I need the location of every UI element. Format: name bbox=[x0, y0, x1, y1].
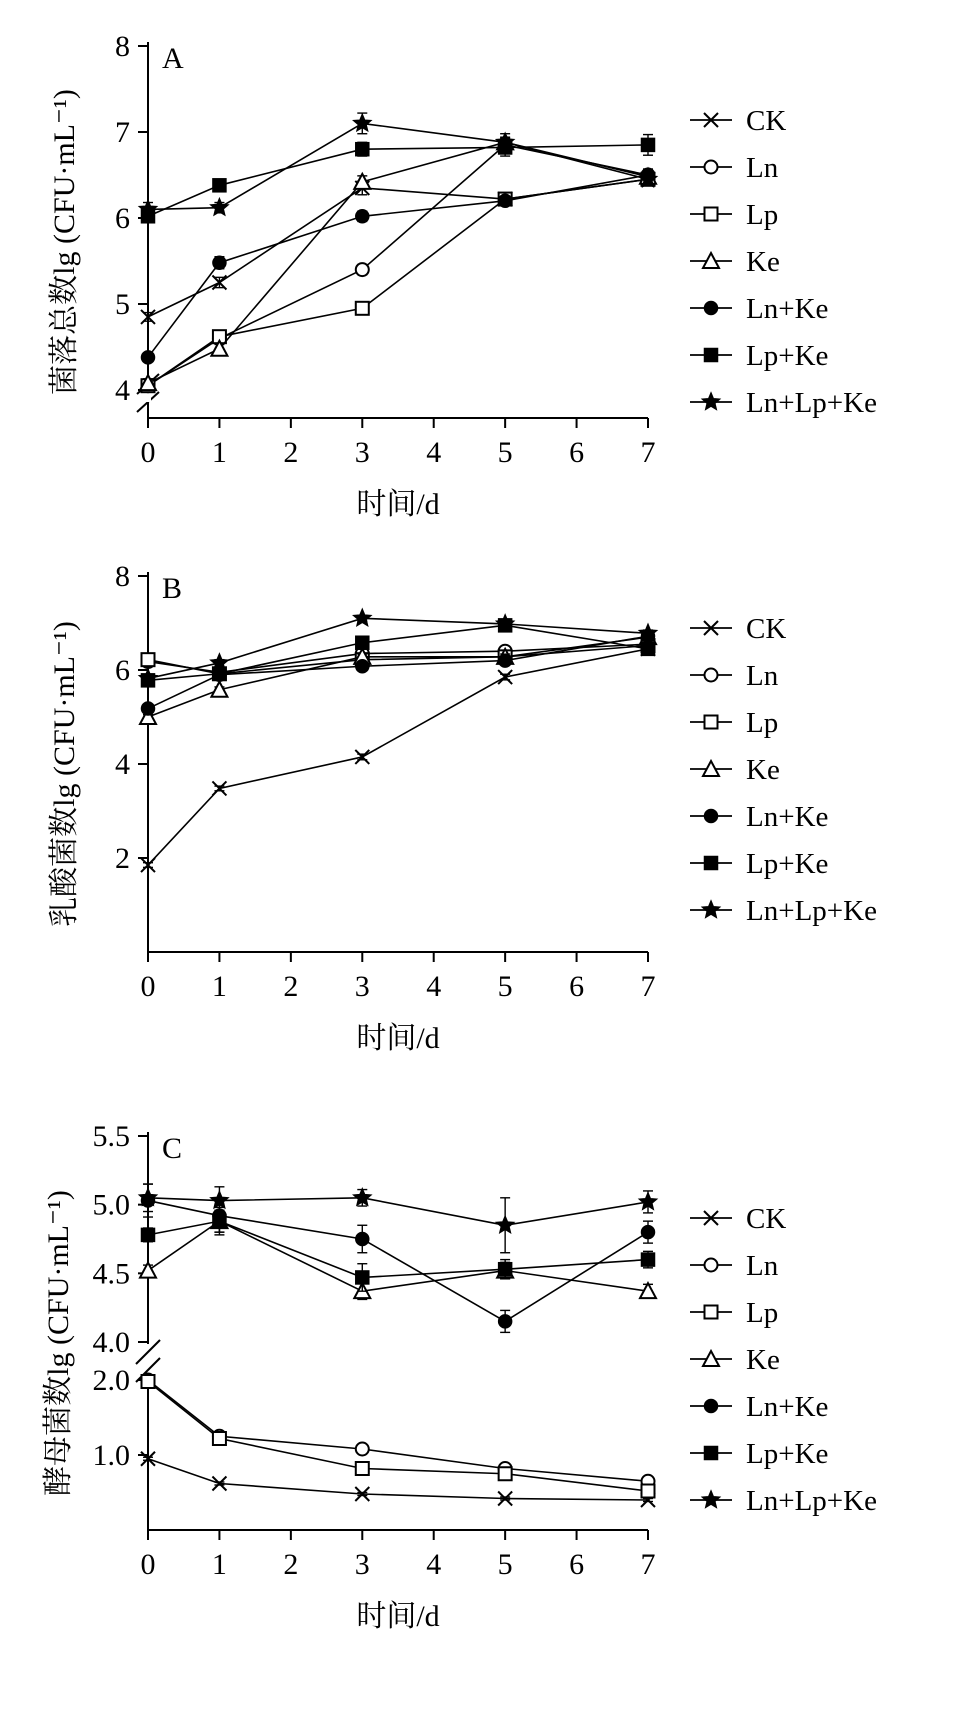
y-tick-label: 5.0 bbox=[92, 1188, 130, 1222]
legend-marker-circle-filled bbox=[705, 810, 718, 823]
legend-marker-square-open bbox=[705, 208, 718, 221]
legend-label: Lp+Ke bbox=[746, 340, 829, 372]
legend-label: Lp+Ke bbox=[746, 1438, 829, 1470]
legend-label: Ke bbox=[746, 1344, 780, 1376]
x-tick-label: 5 bbox=[497, 436, 513, 469]
y-tick-label: 2 bbox=[115, 842, 130, 875]
legend-item-Lp-Ke bbox=[690, 848, 828, 880]
x-axis-title: 时间/d bbox=[356, 1022, 440, 1055]
legend-marker-circle-filled bbox=[705, 1400, 718, 1413]
data-point-Lp-Ke bbox=[642, 642, 655, 655]
series-Ln-Lp-Ke bbox=[139, 113, 657, 217]
legend-item-Ln-Lp-Ke bbox=[690, 895, 877, 927]
data-point-Lp bbox=[642, 1485, 655, 1498]
legend-item-Ln-Ke bbox=[690, 801, 828, 833]
data-point-Ln-Ke bbox=[356, 210, 369, 223]
data-point-CK bbox=[212, 781, 226, 795]
data-point-Lp-Ke bbox=[642, 138, 655, 151]
legend bbox=[690, 1203, 877, 1517]
x-tick-label: 1 bbox=[211, 1548, 227, 1581]
svg-text:酵母菌数lg (CFU·mL⁻¹): 酵母菌数lg (CFU·mL⁻¹) bbox=[42, 1190, 75, 1496]
y-tick-label: 8 bbox=[115, 30, 130, 63]
series-Ln-Ke bbox=[142, 1184, 655, 1332]
legend-item-Ln-Ke bbox=[690, 293, 828, 325]
legend-label: Ln+Lp+Ke bbox=[746, 1485, 877, 1517]
x-tick-label: 3 bbox=[354, 1548, 370, 1581]
legend-label: Lp bbox=[746, 707, 779, 739]
legend-label: Ln bbox=[746, 1250, 779, 1282]
x-tick-label: 0 bbox=[140, 436, 156, 469]
data-point-Lp bbox=[213, 1432, 226, 1445]
legend-marker-circle-open bbox=[705, 161, 718, 174]
x-tick-label: 7 bbox=[640, 1548, 656, 1581]
x-axis-title: 时间/d bbox=[356, 488, 440, 521]
legend-marker-circle-open bbox=[705, 1259, 718, 1272]
data-point-Lp-Ke bbox=[499, 1263, 512, 1276]
y-tick-label: 1.0 bbox=[92, 1439, 130, 1472]
legend-item-CK bbox=[690, 613, 786, 645]
legend-item-Lp bbox=[690, 199, 778, 231]
legend bbox=[690, 613, 877, 927]
legend-label: Ke bbox=[746, 246, 780, 278]
data-point-Ln-Ke bbox=[499, 1315, 512, 1328]
legend-label: Ln+Lp+Ke bbox=[746, 387, 877, 419]
y-axis-title bbox=[42, 1190, 75, 1496]
x-tick-label: 7 bbox=[640, 970, 656, 1003]
legend-label: Ln bbox=[746, 152, 779, 184]
legend-item-CK bbox=[690, 1203, 786, 1235]
y-tick-label: 5.5 bbox=[92, 1120, 130, 1153]
x-tick-label: 0 bbox=[140, 970, 156, 1003]
legend-marker-circle-filled bbox=[705, 302, 718, 315]
legend-marker-star-filled bbox=[702, 393, 720, 410]
legend-label: Ke bbox=[746, 754, 780, 786]
svg-text:乳酸菌数lg (CFU·mL⁻¹): 乳酸菌数lg (CFU·mL⁻¹) bbox=[48, 621, 81, 927]
legend-item-CK bbox=[690, 105, 786, 137]
data-point-Lp bbox=[356, 1462, 369, 1475]
y-tick-label: 8 bbox=[115, 560, 130, 593]
panel-a bbox=[0, 0, 960, 530]
legend-marker-square-filled bbox=[705, 857, 718, 870]
data-point-Lp-Ke bbox=[356, 1271, 369, 1284]
legend-label: Ln+Ke bbox=[746, 801, 829, 833]
panel-letter: A bbox=[162, 42, 184, 75]
y-tick-label: 6 bbox=[115, 202, 130, 235]
legend-marker-circle-open bbox=[705, 669, 718, 682]
x-tick-label: 4 bbox=[426, 436, 442, 469]
y-tick-label: 4.5 bbox=[92, 1257, 130, 1291]
legend-item-Ln bbox=[690, 1250, 779, 1282]
svg-text:菌落总数lg (CFU·mL⁻¹): 菌落总数lg (CFU·mL⁻¹) bbox=[48, 89, 81, 395]
y-axis-title bbox=[48, 621, 81, 927]
x-tick-label: 4 bbox=[426, 1548, 442, 1581]
legend-item-Lp-Ke bbox=[690, 340, 828, 372]
series-Lp-Ke bbox=[142, 1210, 655, 1291]
data-point-Ln bbox=[356, 263, 369, 276]
x-tick-label: 2 bbox=[283, 970, 299, 1003]
x-tick-label: 5 bbox=[497, 1548, 513, 1581]
series-Lp bbox=[142, 1375, 655, 1498]
data-point-Lp bbox=[142, 1375, 155, 1388]
legend-label: CK bbox=[746, 105, 787, 137]
legend-label: Ln+Ke bbox=[746, 293, 829, 325]
data-point-Lp-Ke bbox=[642, 1253, 655, 1266]
legend-marker-square-filled bbox=[705, 349, 718, 362]
legend-item-Lp-Ke bbox=[690, 1438, 828, 1470]
panel-a-plot bbox=[0, 0, 960, 530]
legend-item-Ln bbox=[690, 660, 779, 692]
panel-c bbox=[0, 1090, 960, 1710]
x-tick-label: 6 bbox=[569, 970, 585, 1003]
legend-item-Ln-Ke bbox=[690, 1391, 828, 1423]
legend-label: Ln+Lp+Ke bbox=[746, 895, 877, 927]
x-tick-label: 0 bbox=[140, 1548, 156, 1581]
legend-item-Ke bbox=[690, 1344, 780, 1376]
data-point-Ln-Ke bbox=[213, 256, 226, 269]
legend-item-Ln-Lp-Ke bbox=[690, 1485, 877, 1517]
legend bbox=[690, 105, 877, 419]
series-CK bbox=[141, 1452, 655, 1507]
legend-item-Ln-Lp-Ke bbox=[690, 387, 877, 419]
data-point-Lp bbox=[142, 653, 155, 666]
data-point-Ln-Ke bbox=[356, 1233, 369, 1246]
data-point-Lp bbox=[499, 1467, 512, 1480]
data-point-CK bbox=[355, 750, 369, 764]
y-tick-label: 5 bbox=[115, 288, 130, 321]
x-tick-label: 5 bbox=[497, 970, 513, 1003]
data-point-Ln bbox=[356, 1443, 369, 1456]
data-point-Lp-Ke bbox=[356, 636, 369, 649]
y-tick-label: 2.0 bbox=[92, 1364, 130, 1397]
x-tick-label: 7 bbox=[640, 436, 656, 469]
x-tick-label: 3 bbox=[354, 436, 370, 469]
y-tick-label: 4 bbox=[115, 374, 130, 407]
legend-marker-star-filled bbox=[702, 901, 720, 918]
data-point-Lp-Ke bbox=[142, 1228, 155, 1241]
legend-marker-star-filled bbox=[702, 1491, 720, 1508]
legend-marker-square-filled bbox=[705, 1447, 718, 1460]
data-point-Lp bbox=[356, 302, 369, 315]
legend-marker-square-open bbox=[705, 716, 718, 729]
panel-letter: B bbox=[162, 572, 183, 605]
panel-letter: C bbox=[162, 1132, 183, 1165]
x-tick-label: 1 bbox=[211, 436, 227, 469]
data-point-Ln-Ke bbox=[142, 351, 155, 364]
data-point-Ln-Ke bbox=[142, 702, 155, 715]
legend-marker-square-open bbox=[705, 1306, 718, 1319]
legend-label: Ln+Ke bbox=[746, 1391, 829, 1423]
data-point-Ln-Ke bbox=[499, 654, 512, 667]
legend-item-Lp bbox=[690, 707, 778, 739]
legend-label: Lp+Ke bbox=[746, 848, 829, 880]
y-tick-label: 4 bbox=[115, 748, 130, 781]
x-tick-label: 6 bbox=[569, 436, 585, 469]
x-tick-label: 2 bbox=[283, 1548, 299, 1581]
y-tick-label: 4.0 bbox=[92, 1326, 130, 1359]
legend-item-Ke bbox=[690, 754, 780, 786]
x-tick-label: 2 bbox=[283, 436, 299, 469]
legend-label: CK bbox=[746, 613, 787, 645]
legend-label: Lp bbox=[746, 1297, 779, 1329]
x-tick-label: 4 bbox=[426, 970, 442, 1003]
legend-item-Ke bbox=[690, 246, 780, 278]
x-tick-label: 6 bbox=[569, 1548, 585, 1581]
panel-c-plot bbox=[0, 1090, 960, 1710]
x-tick-label: 1 bbox=[211, 970, 227, 1003]
x-axis-title: 时间/d bbox=[356, 1600, 440, 1633]
data-point-Lp-Ke bbox=[356, 143, 369, 156]
y-axis-title bbox=[48, 89, 81, 395]
data-point-Lp-Ke bbox=[213, 179, 226, 192]
legend-label: Lp bbox=[746, 199, 779, 231]
y-tick-label: 7 bbox=[115, 116, 130, 149]
legend-label: CK bbox=[746, 1203, 787, 1235]
legend-item-Lp bbox=[690, 1297, 778, 1329]
legend-label: Ln bbox=[746, 660, 779, 692]
data-point-Ke bbox=[140, 1263, 156, 1278]
panel-b bbox=[0, 530, 960, 1090]
legend-item-Ln bbox=[690, 152, 779, 184]
panel-b-plot bbox=[0, 530, 960, 1090]
x-tick-label: 3 bbox=[354, 970, 370, 1003]
data-point-Ln-Ke bbox=[356, 660, 369, 673]
y-tick-label: 6 bbox=[115, 654, 130, 687]
data-point-Ln-Ke bbox=[642, 1226, 655, 1239]
data-point-CK bbox=[498, 670, 512, 684]
series-CK bbox=[141, 172, 655, 324]
data-point-Ln-Ke bbox=[499, 194, 512, 207]
data-point-Lp-Ke bbox=[213, 1215, 226, 1228]
data-point-Ln-Lp-Ke bbox=[353, 609, 371, 626]
